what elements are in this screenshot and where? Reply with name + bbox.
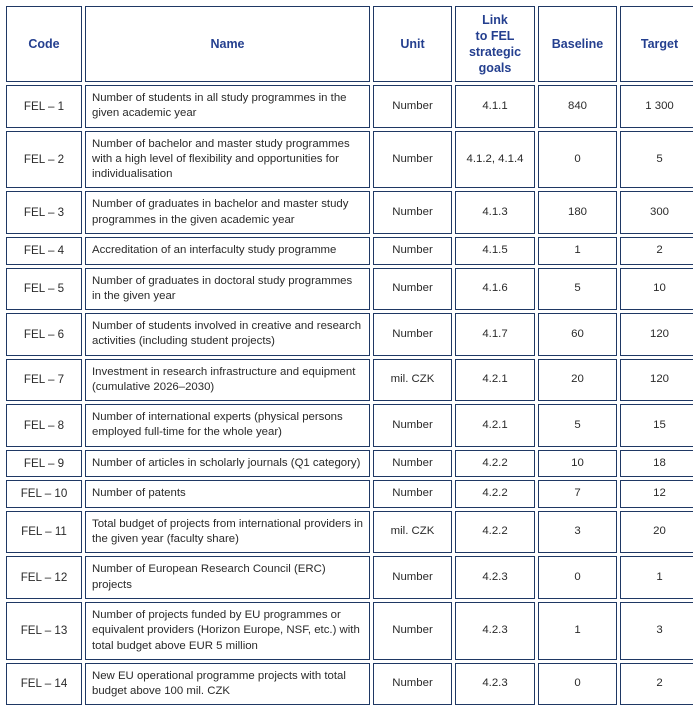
cell-target: 15 xyxy=(620,404,693,447)
cell-link-to-fel-strategic-goals: 4.2.3 xyxy=(455,602,535,660)
column-header-baseline: Baseline xyxy=(538,6,617,82)
cell-unit: mil. CZK xyxy=(373,511,452,554)
table-row xyxy=(6,359,693,402)
cell-unit: Number xyxy=(373,131,452,189)
cell-code: FEL – 9 xyxy=(6,450,82,478)
table-row xyxy=(6,404,693,447)
cell-code: FEL – 13 xyxy=(6,602,82,660)
cell-baseline: 60 xyxy=(538,313,617,356)
cell-target: 10 xyxy=(620,268,693,311)
table-header xyxy=(6,6,693,82)
cell-unit: Number xyxy=(373,313,452,356)
cell-target: 1 xyxy=(620,556,693,599)
cell-target: 120 xyxy=(620,359,693,402)
table-row xyxy=(6,450,693,478)
header-row xyxy=(6,6,693,82)
cell-unit: Number xyxy=(373,268,452,311)
cell-link-to-fel-strategic-goals: 4.2.2 xyxy=(455,450,535,478)
table-row xyxy=(6,511,693,554)
cell-link-to-fel-strategic-goals: 4.1.6 xyxy=(455,268,535,311)
cell-name: Total budget of projects from international providers in the given year (faculty share) xyxy=(85,511,370,554)
cell-target: 300 xyxy=(620,191,693,234)
cell-code: FEL – 10 xyxy=(6,480,82,508)
cell-code: FEL – 14 xyxy=(6,663,82,706)
cell-code: FEL – 11 xyxy=(6,511,82,554)
cell-target: 5 xyxy=(620,131,693,189)
cell-unit: Number xyxy=(373,85,452,128)
cell-name: Number of European Research Council (ERC) projects xyxy=(85,556,370,599)
cell-unit: Number xyxy=(373,556,452,599)
column-header-link-line-3: strategic xyxy=(468,45,522,59)
cell-name: Number of international experts (physical persons employed full-time for the whole year) xyxy=(85,404,370,447)
cell-link-to-fel-strategic-goals: 4.1.5 xyxy=(455,237,535,265)
column-header-link-line-2: to FEL xyxy=(475,29,515,43)
cell-code: FEL – 4 xyxy=(6,237,82,265)
table-row xyxy=(6,556,693,599)
cell-link-to-fel-strategic-goals: 4.1.2, 4.1.4 xyxy=(455,131,535,189)
cell-unit: Number xyxy=(373,663,452,706)
cell-unit: Number xyxy=(373,480,452,508)
cell-target: 20 xyxy=(620,511,693,554)
column-header-link-line-1: Link xyxy=(482,13,508,27)
column-header-name: Name xyxy=(85,6,370,82)
cell-code: FEL – 5 xyxy=(6,268,82,311)
cell-baseline: 1 xyxy=(538,602,617,660)
column-header-unit: Unit xyxy=(373,6,452,82)
cell-code: FEL – 3 xyxy=(6,191,82,234)
cell-code: FEL – 6 xyxy=(6,313,82,356)
cell-name: Number of articles in scholarly journals (Q1 category) xyxy=(85,450,370,478)
cell-name: Accreditation of an interfaculty study programme xyxy=(85,237,370,265)
cell-target: 3 xyxy=(620,602,693,660)
column-header-link-to-fel-strategic-goals xyxy=(455,6,535,82)
table-row xyxy=(6,237,693,265)
cell-code: FEL – 1 xyxy=(6,85,82,128)
fel-indicators-table xyxy=(3,3,693,708)
cell-unit: mil. CZK xyxy=(373,359,452,402)
cell-link-to-fel-strategic-goals: 4.1.1 xyxy=(455,85,535,128)
cell-link-to-fel-strategic-goals: 4.2.2 xyxy=(455,511,535,554)
cell-code: FEL – 2 xyxy=(6,131,82,189)
cell-name: Investment in research infrastructure and equipment (cumulative 2026–2030) xyxy=(85,359,370,402)
cell-baseline: 10 xyxy=(538,450,617,478)
cell-unit: Number xyxy=(373,602,452,660)
cell-name: Number of students involved in creative and research activities (including student projects) xyxy=(85,313,370,356)
cell-baseline: 5 xyxy=(538,404,617,447)
cell-link-to-fel-strategic-goals: 4.1.7 xyxy=(455,313,535,356)
cell-baseline: 1 xyxy=(538,237,617,265)
cell-unit: Number xyxy=(373,191,452,234)
cell-code: FEL – 8 xyxy=(6,404,82,447)
cell-baseline: 840 xyxy=(538,85,617,128)
cell-name: Number of graduates in bachelor and master study programmes in the given academic year xyxy=(85,191,370,234)
cell-unit: Number xyxy=(373,237,452,265)
cell-link-to-fel-strategic-goals: 4.2.3 xyxy=(455,663,535,706)
table-row xyxy=(6,131,693,189)
cell-name: Number of projects funded by EU programmes or equivalent providers (Horizon Europe, NSF, etc.) with total budget above EUR 5 million xyxy=(85,602,370,660)
cell-baseline: 0 xyxy=(538,131,617,189)
table-body xyxy=(6,85,693,705)
cell-target: 12 xyxy=(620,480,693,508)
cell-baseline: 3 xyxy=(538,511,617,554)
column-header-code: Code xyxy=(6,6,82,82)
table-row xyxy=(6,480,693,508)
table-row xyxy=(6,268,693,311)
cell-link-to-fel-strategic-goals: 4.2.1 xyxy=(455,359,535,402)
column-header-target: Target xyxy=(620,6,693,82)
cell-link-to-fel-strategic-goals: 4.2.1 xyxy=(455,404,535,447)
cell-target: 1 300 xyxy=(620,85,693,128)
table-row xyxy=(6,85,693,128)
cell-baseline: 5 xyxy=(538,268,617,311)
cell-code: FEL – 7 xyxy=(6,359,82,402)
table-row xyxy=(6,191,693,234)
cell-name: New EU operational programme projects with total budget above 100 mil. CZK xyxy=(85,663,370,706)
cell-target: 120 xyxy=(620,313,693,356)
cell-link-to-fel-strategic-goals: 4.2.3 xyxy=(455,556,535,599)
table-row xyxy=(6,313,693,356)
cell-name: Number of patents xyxy=(85,480,370,508)
cell-baseline: 7 xyxy=(538,480,617,508)
cell-target: 2 xyxy=(620,663,693,706)
cell-baseline: 0 xyxy=(538,663,617,706)
cell-unit: Number xyxy=(373,404,452,447)
cell-target: 2 xyxy=(620,237,693,265)
cell-link-to-fel-strategic-goals: 4.2.2 xyxy=(455,480,535,508)
cell-code: FEL – 12 xyxy=(6,556,82,599)
cell-name: Number of students in all study programmes in the given academic year xyxy=(85,85,370,128)
cell-name: Number of bachelor and master study programmes with a high level of flexibility and opportunities for individualisation xyxy=(85,131,370,189)
cell-unit: Number xyxy=(373,450,452,478)
cell-baseline: 20 xyxy=(538,359,617,402)
cell-name: Number of graduates in doctoral study programmes in the given year xyxy=(85,268,370,311)
cell-target: 18 xyxy=(620,450,693,478)
cell-baseline: 0 xyxy=(538,556,617,599)
table-row xyxy=(6,602,693,660)
cell-link-to-fel-strategic-goals: 4.1.3 xyxy=(455,191,535,234)
table-row xyxy=(6,663,693,706)
column-header-link-line-4: goals xyxy=(478,61,512,75)
cell-baseline: 180 xyxy=(538,191,617,234)
